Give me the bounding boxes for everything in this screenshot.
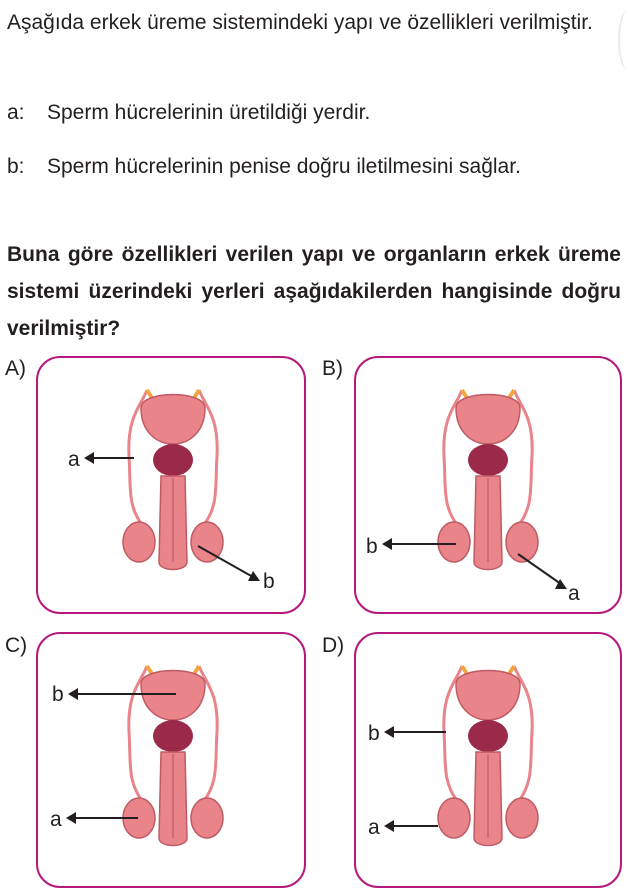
option-b-letter[interactable]: B) [322,357,343,380]
item-b-text: Sperm hücrelerinin penise doğru iletilmesini sağlar. [47,155,521,178]
prostate [153,444,193,476]
option-a-label-top: a [68,448,80,471]
prostate [153,720,193,752]
option-d-label-top: b [368,722,380,745]
option-d-diagram [356,634,624,890]
right-testis [191,522,223,562]
bladder [456,395,520,445]
option-b-panel[interactable] [354,356,622,614]
item-b-key: b: [7,155,25,178]
question-text: Buna göre özellikleri verilen yapı ve organların erkek üreme sistemi üzerindeki yerleri aşağıdakilerden hangisinde doğru verilmiştir? [7,243,621,340]
option-c-label-bottom: a [50,808,62,831]
option-d-label-bottom: a [368,816,380,839]
option-b-label-bottom: a [568,582,580,605]
option-d-panel[interactable] [354,632,622,888]
page-edge-mark [618,10,628,70]
left-testis [123,522,155,562]
intro-text: Aşağıda erkek üreme sistemindeki yapı ve özellikleri verilmiştir. [7,11,593,34]
option-c-diagram [38,634,308,890]
option-a-letter[interactable]: A) [5,357,26,380]
item-a-text: Sperm hücrelerinin üretildiği yerdir. [47,101,371,124]
option-d-letter[interactable]: D) [322,634,345,657]
option-b-diagram [356,358,624,616]
prostate [468,720,508,752]
option-a-panel[interactable] [36,356,306,614]
left-testis [438,522,470,562]
bladder [141,395,205,445]
option-c-panel[interactable] [36,632,306,888]
item-a-key: a: [7,101,25,124]
prostate [468,444,508,476]
bladder [456,671,520,721]
option-b-label-top: b [366,535,378,558]
right-testis [506,798,538,838]
option-a-diagram [38,358,308,616]
left-testis [438,798,470,838]
bladder [141,671,205,721]
right-testis [191,798,223,838]
option-a-label-bottom: b [263,570,275,593]
option-c-label-top: b [52,683,64,706]
option-c-letter[interactable]: C) [5,634,28,657]
